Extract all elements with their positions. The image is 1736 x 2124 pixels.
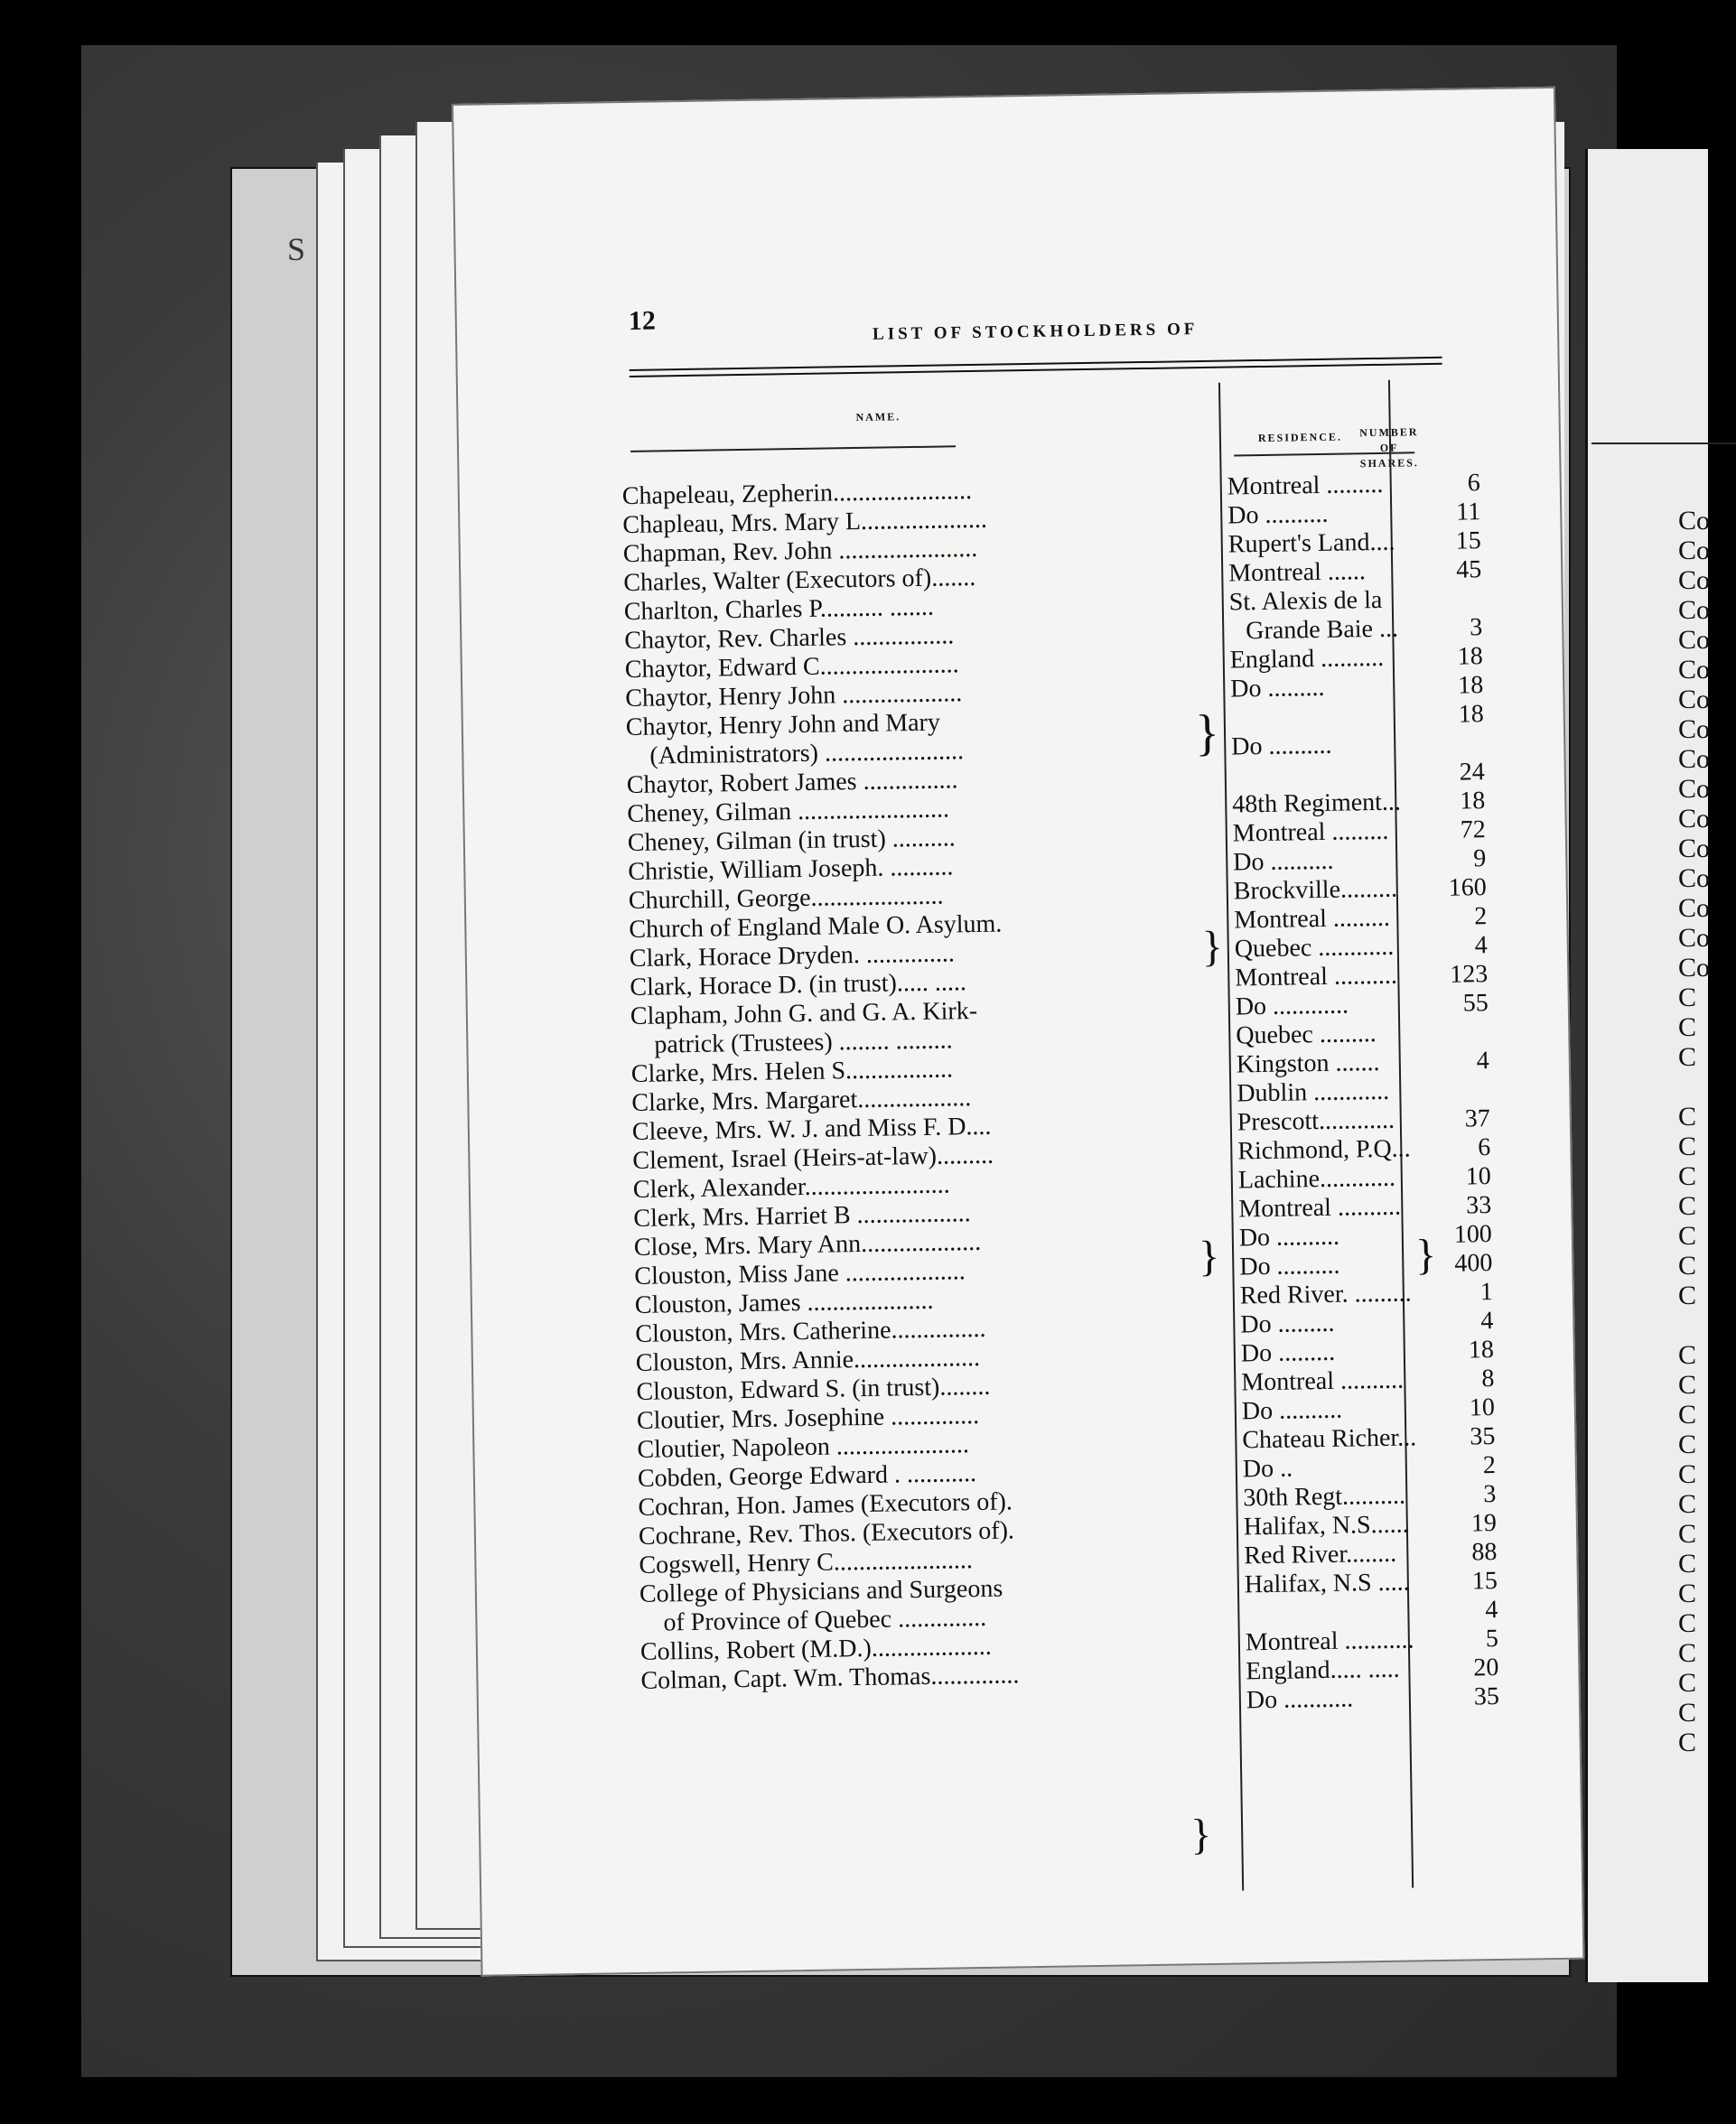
stockholder-shares: 123 bbox=[1450, 960, 1489, 989]
adjacent-page-letter: C bbox=[1678, 1221, 1697, 1251]
stockholder-residence: Halifax, N.S ..... bbox=[1244, 1568, 1410, 1599]
stockholder-name: Clement, Israel (Heirs-at-law)......... bbox=[632, 1141, 994, 1175]
stockholder-shares: 15 bbox=[1455, 526, 1481, 555]
stockholder-name: (Administrators) ...................... bbox=[649, 737, 965, 770]
adjacent-page-letter: Co bbox=[1678, 863, 1711, 893]
stockholder-shares: 18 bbox=[1460, 787, 1486, 815]
stockholder-name: Chapeleau, Zepherin...................... bbox=[621, 477, 973, 511]
stockholder-shares: 4 bbox=[1480, 1307, 1494, 1336]
stockholder-shares: 88 bbox=[1471, 1538, 1498, 1567]
adjacent-page-letter: Co bbox=[1678, 774, 1711, 804]
stockholder-residence: Montreal ......... bbox=[1234, 903, 1391, 935]
stockholder-shares: 10 bbox=[1465, 1162, 1492, 1191]
stockholder-shares: 10 bbox=[1469, 1393, 1496, 1422]
column-header-name: NAME. bbox=[855, 410, 901, 424]
adjacent-page-letter: C bbox=[1678, 1340, 1697, 1370]
stockholder-shares: 18 bbox=[1458, 700, 1484, 729]
stockholder-name: Clarke, Mrs. Margaret.................. bbox=[631, 1084, 972, 1118]
adjacent-page-letter: C bbox=[1678, 1698, 1697, 1728]
adjacent-page-letter: C bbox=[1678, 1251, 1697, 1281]
stockholder-name: Christie, William Joseph. .......... bbox=[628, 852, 954, 887]
adjacent-page-letter: Co bbox=[1678, 595, 1711, 625]
adjacent-page-letter: Co bbox=[1678, 536, 1711, 565]
stockholder-residence: Quebec ............ bbox=[1234, 932, 1395, 964]
stockholder-residence: Do ......... bbox=[1240, 1337, 1336, 1368]
stockholder-residence: Do .......... bbox=[1233, 846, 1334, 877]
stockholder-residence: Montreal ......... bbox=[1227, 470, 1384, 501]
stockholder-shares: 45 bbox=[1456, 555, 1482, 584]
stockholder-name: Collins, Robert (M.D.)................... bbox=[639, 1632, 993, 1666]
stockholder-residence: 48th Regiment... bbox=[1232, 787, 1402, 819]
stockholder-shares: 11 bbox=[1456, 498, 1481, 526]
adjacent-page-letters bbox=[1678, 506, 1711, 1757]
adjacent-page-letter: C bbox=[1678, 1161, 1697, 1191]
adjacent-page-letter: C bbox=[1678, 1489, 1697, 1519]
adjacent-page-letter: Co bbox=[1678, 625, 1711, 655]
stockholder-shares: 4 bbox=[1485, 1596, 1498, 1625]
stockholder-shares: 35 bbox=[1473, 1682, 1500, 1711]
stockholder-shares: 24 bbox=[1459, 758, 1486, 787]
stockholder-shares: 15 bbox=[1471, 1567, 1498, 1596]
stockholder-residence: Brockville......... bbox=[1233, 874, 1398, 906]
adjacent-page-letter bbox=[1678, 1310, 1705, 1340]
adjacent-page-letter bbox=[1678, 1072, 1705, 1102]
stockholder-name: Charlton, Charles P.......... ....... bbox=[623, 592, 935, 627]
stockholder-name: Cobden, George Edward . ........... bbox=[637, 1459, 977, 1493]
stockholder-residence: Do ........... bbox=[1246, 1684, 1354, 1715]
stockholder-shares: 18 bbox=[1458, 671, 1484, 700]
stockholder-shares: 5 bbox=[1485, 1625, 1499, 1654]
adjacent-page-letter: Co bbox=[1678, 744, 1711, 774]
stockholder-name: Chaytor, Henry John ................... bbox=[625, 679, 963, 713]
adjacent-page-letter: C bbox=[1678, 1191, 1697, 1221]
stockholder-shares: 18 bbox=[1457, 642, 1483, 671]
stockholder-residence: Chateau Richer... bbox=[1242, 1423, 1417, 1455]
stockholder-name: Chaytor, Robert James ............... bbox=[626, 766, 958, 800]
stockholder-name: Clouston, Miss Jane ................... bbox=[634, 1257, 966, 1290]
stockholder-name: Clarke, Mrs. Helen S................. bbox=[630, 1055, 954, 1089]
stockholder-residence: Prescott............ bbox=[1237, 1105, 1395, 1137]
stockholder-shares: 6 bbox=[1478, 1133, 1491, 1162]
stockholder-name: Cochran, Hon. James (Executors of). bbox=[638, 1487, 1013, 1522]
stockholder-shares: 6 bbox=[1467, 469, 1480, 498]
stockholder-residence: Kingston ....... bbox=[1236, 1048, 1380, 1079]
stockholder-residence: Do .......... bbox=[1227, 499, 1329, 530]
stockholder-residence: Do .......... bbox=[1238, 1222, 1340, 1253]
adjacent-page-letter: Co bbox=[1678, 893, 1711, 923]
stockholder-residence: England .......... bbox=[1229, 643, 1385, 675]
stockholder-shares: 9 bbox=[1473, 844, 1487, 873]
stockholder-shares: 3 bbox=[1483, 1480, 1497, 1509]
stockholder-name: of Province of Quebec .............. bbox=[663, 1603, 987, 1637]
name-header-rule bbox=[630, 445, 956, 452]
stockholder-residence: Do ......... bbox=[1230, 673, 1325, 703]
header-double-rule bbox=[630, 357, 1442, 377]
adjacent-page-letter: C bbox=[1678, 1102, 1697, 1132]
stockholder-name: Clouston, Edward S. (in trust)........ bbox=[636, 1372, 991, 1406]
adjacent-page-letter: Co bbox=[1678, 923, 1711, 953]
stockholder-shares: 8 bbox=[1481, 1365, 1495, 1393]
stockholder-name: Clerk, Alexander....................... bbox=[632, 1170, 950, 1204]
stockholder-name: Cleeve, Mrs. W. J. and Miss F. D.... bbox=[631, 1112, 992, 1146]
stockholder-shares: 400 bbox=[1454, 1249, 1493, 1278]
stockholder-name: Cogswell, Henry C...................... bbox=[639, 1546, 974, 1579]
column-header-shares-line1: NUMBER bbox=[1359, 425, 1419, 440]
brace-mark: } bbox=[1194, 704, 1220, 762]
adjacent-page-letter: C bbox=[1678, 983, 1697, 1012]
adjacent-page-letter: Co bbox=[1678, 685, 1711, 714]
adjacent-page-letter: Co bbox=[1678, 834, 1711, 863]
stockholder-residence: Do .......... bbox=[1241, 1395, 1343, 1426]
brace-mark: } bbox=[1414, 1231, 1437, 1280]
stockholder-residence: Lachine............ bbox=[1237, 1163, 1396, 1195]
adjacent-page-letter: C bbox=[1678, 1579, 1697, 1608]
stockholder-residence: Red River. ......... bbox=[1239, 1279, 1412, 1310]
stockholder-residence: Montreal ........... bbox=[1245, 1626, 1414, 1657]
adjacent-page-letter: C bbox=[1678, 1728, 1697, 1757]
stockholder-residence: Do ......... bbox=[1240, 1309, 1335, 1339]
brace-mark: } bbox=[1190, 1811, 1212, 1859]
stockholder-shares: 35 bbox=[1470, 1422, 1496, 1451]
brace-mark: } bbox=[1201, 922, 1224, 972]
stockholder-shares: 19 bbox=[1470, 1509, 1498, 1538]
stockholder-shares: 3 bbox=[1470, 613, 1483, 642]
stockholder-residence: Montreal .......... bbox=[1238, 1192, 1402, 1224]
stockholder-shares: 100 bbox=[1453, 1220, 1493, 1249]
column-header-shares-line2: OF SHARES. bbox=[1359, 441, 1419, 470]
adjacent-page-letter: Co bbox=[1678, 714, 1711, 744]
stockholder-shares: 1 bbox=[1479, 1278, 1494, 1307]
stockholder-name: Chaytor, Henry John and Mary bbox=[625, 708, 941, 742]
adjacent-page-rule bbox=[1591, 442, 1736, 444]
stockholder-name: Chapman, Rev. John ...................... bbox=[622, 534, 978, 569]
stockholder-shares: 20 bbox=[1473, 1654, 1499, 1682]
stockholder-shares: 160 bbox=[1448, 873, 1488, 902]
stockholder-residence: England..... ..... bbox=[1246, 1654, 1400, 1686]
adjacent-page-letter: Co bbox=[1678, 804, 1711, 834]
adjacent-page-letter: C bbox=[1678, 1459, 1697, 1489]
stockholder-residence: Do ............ bbox=[1235, 991, 1349, 1021]
stockholder-name: Cheney, Gilman (in trust) .......... bbox=[627, 824, 956, 858]
stockholder-name: Clark, Horace D. (in trust)..... ..... bbox=[630, 968, 967, 1002]
adjacent-page-letter: C bbox=[1678, 1370, 1697, 1400]
stockholder-shares: 18 bbox=[1468, 1336, 1495, 1365]
stockholder-name: College of Physicians and Surgeons bbox=[639, 1574, 1003, 1608]
stockholder-name: Charles, Walter (Executors of)....... bbox=[623, 563, 976, 598]
stockholder-name: patrick (Trustees) ........ ......... bbox=[654, 1026, 953, 1059]
stockholder-name: Chaytor, Rev. Charles ................ bbox=[624, 621, 955, 656]
stockholder-name: Chaytor, Edward C...................... bbox=[624, 650, 959, 685]
adjacent-page-letter: C bbox=[1678, 1519, 1697, 1549]
adjacent-page-letter: C bbox=[1678, 1042, 1697, 1072]
stockholder-shares: 2 bbox=[1482, 1451, 1497, 1480]
stockholder-name: Clouston, James .................... bbox=[634, 1286, 934, 1319]
page-number: 12 bbox=[628, 305, 657, 336]
stockholder-residence: Red River........ bbox=[1244, 1539, 1397, 1570]
adjacent-page-letter: C bbox=[1678, 1400, 1697, 1430]
stockholder-name: Clouston, Mrs. Annie.................... bbox=[635, 1343, 981, 1377]
stockholder-name: Clouston, Mrs. Catherine............... bbox=[635, 1314, 986, 1348]
stockholder-residence: Richmond, P.Q... bbox=[1237, 1134, 1411, 1166]
stockholder-residence: Montreal .......... bbox=[1241, 1365, 1405, 1397]
stockholder-residence: Montreal .......... bbox=[1235, 961, 1398, 992]
stockholder-residence: Rupert's Land.... bbox=[1227, 527, 1395, 559]
stockholder-name: Close, Mrs. Mary Ann................... bbox=[633, 1227, 982, 1262]
stockholder-residence: Grande Baie ... bbox=[1246, 614, 1399, 646]
side-mark: S bbox=[287, 231, 306, 267]
stockholder-name: Cloutier, Mrs. Josephine .............. bbox=[636, 1402, 980, 1435]
stockholder-name: Chapleau, Mrs. Mary L.................... bbox=[622, 505, 988, 540]
stockholder-residence: Halifax, N.S...... bbox=[1243, 1510, 1409, 1542]
brace-mark: } bbox=[1198, 1232, 1220, 1281]
adjacent-page-letter: C bbox=[1678, 1638, 1697, 1668]
stockholder-name: Church of England Male O. Asylum. bbox=[629, 909, 1003, 945]
adjacent-page-letter: C bbox=[1678, 1608, 1697, 1638]
stockholder-shares: 4 bbox=[1476, 1047, 1490, 1076]
stockholder-name: Cheney, Gilman ........................ bbox=[627, 795, 950, 829]
running-head: LIST OF STOCKHOLDERS OF bbox=[872, 320, 1199, 344]
stockholder-shares: 37 bbox=[1464, 1104, 1491, 1133]
stockholder-shares: 33 bbox=[1466, 1191, 1492, 1220]
stockholder-shares: 4 bbox=[1474, 931, 1489, 960]
stockholder-table bbox=[621, 469, 1500, 1725]
stockholder-name: Clapham, John G. and G. A. Kirk- bbox=[630, 996, 978, 1031]
adjacent-page-letter: C bbox=[1678, 1430, 1697, 1459]
column-header-residence: RESIDENCE. bbox=[1257, 430, 1343, 445]
adjacent-page-letter: Co bbox=[1678, 506, 1711, 536]
stockholder-name: Cochrane, Rev. Thos. (Executors of). bbox=[638, 1516, 1015, 1551]
stockholder-name: Churchill, George..................... bbox=[628, 881, 944, 916]
adjacent-page-letter: C bbox=[1678, 1668, 1697, 1698]
stockholder-residence: Dublin ............ bbox=[1237, 1076, 1390, 1108]
stockholder-residence: Montreal ...... bbox=[1228, 557, 1367, 588]
stockholder-name: Cloutier, Napoleon ..................... bbox=[637, 1430, 970, 1464]
stockholder-shares: 55 bbox=[1462, 989, 1489, 1018]
stockholder-name: Clerk, Mrs. Harriet B .................. bbox=[633, 1199, 971, 1233]
adjacent-page-letter: Co bbox=[1678, 655, 1711, 685]
stockholder-residence: Quebec ......... bbox=[1236, 1020, 1377, 1050]
stockholder-residence: Do .......... bbox=[1239, 1251, 1340, 1281]
adjacent-page-letter: C bbox=[1678, 1132, 1697, 1161]
stockholder-residence: Do .......... bbox=[1231, 731, 1332, 761]
adjacent-page-letter: Co bbox=[1678, 565, 1711, 595]
stockholder-residence: Do .. bbox=[1242, 1454, 1293, 1484]
stockholder-shares: 72 bbox=[1460, 815, 1487, 844]
adjacent-page-letter: C bbox=[1678, 1281, 1697, 1310]
stockholder-residence: St. Alexis de la bbox=[1228, 585, 1383, 617]
stockholder-residence: 30th Regt.......... bbox=[1243, 1481, 1406, 1513]
adjacent-page-letter: C bbox=[1678, 1549, 1697, 1579]
stockholder-name: Colman, Capt. Wm. Thomas.............. bbox=[640, 1661, 1020, 1695]
stockholder-name: Clark, Horace Dryden. .............. bbox=[629, 939, 956, 974]
document-page bbox=[452, 87, 1584, 1977]
stockholder-shares: 2 bbox=[1474, 902, 1488, 931]
adjacent-page-letter: Co bbox=[1678, 953, 1711, 983]
adjacent-page-letter: C bbox=[1678, 1012, 1697, 1042]
stockholder-residence: Montreal ......... bbox=[1232, 816, 1389, 848]
